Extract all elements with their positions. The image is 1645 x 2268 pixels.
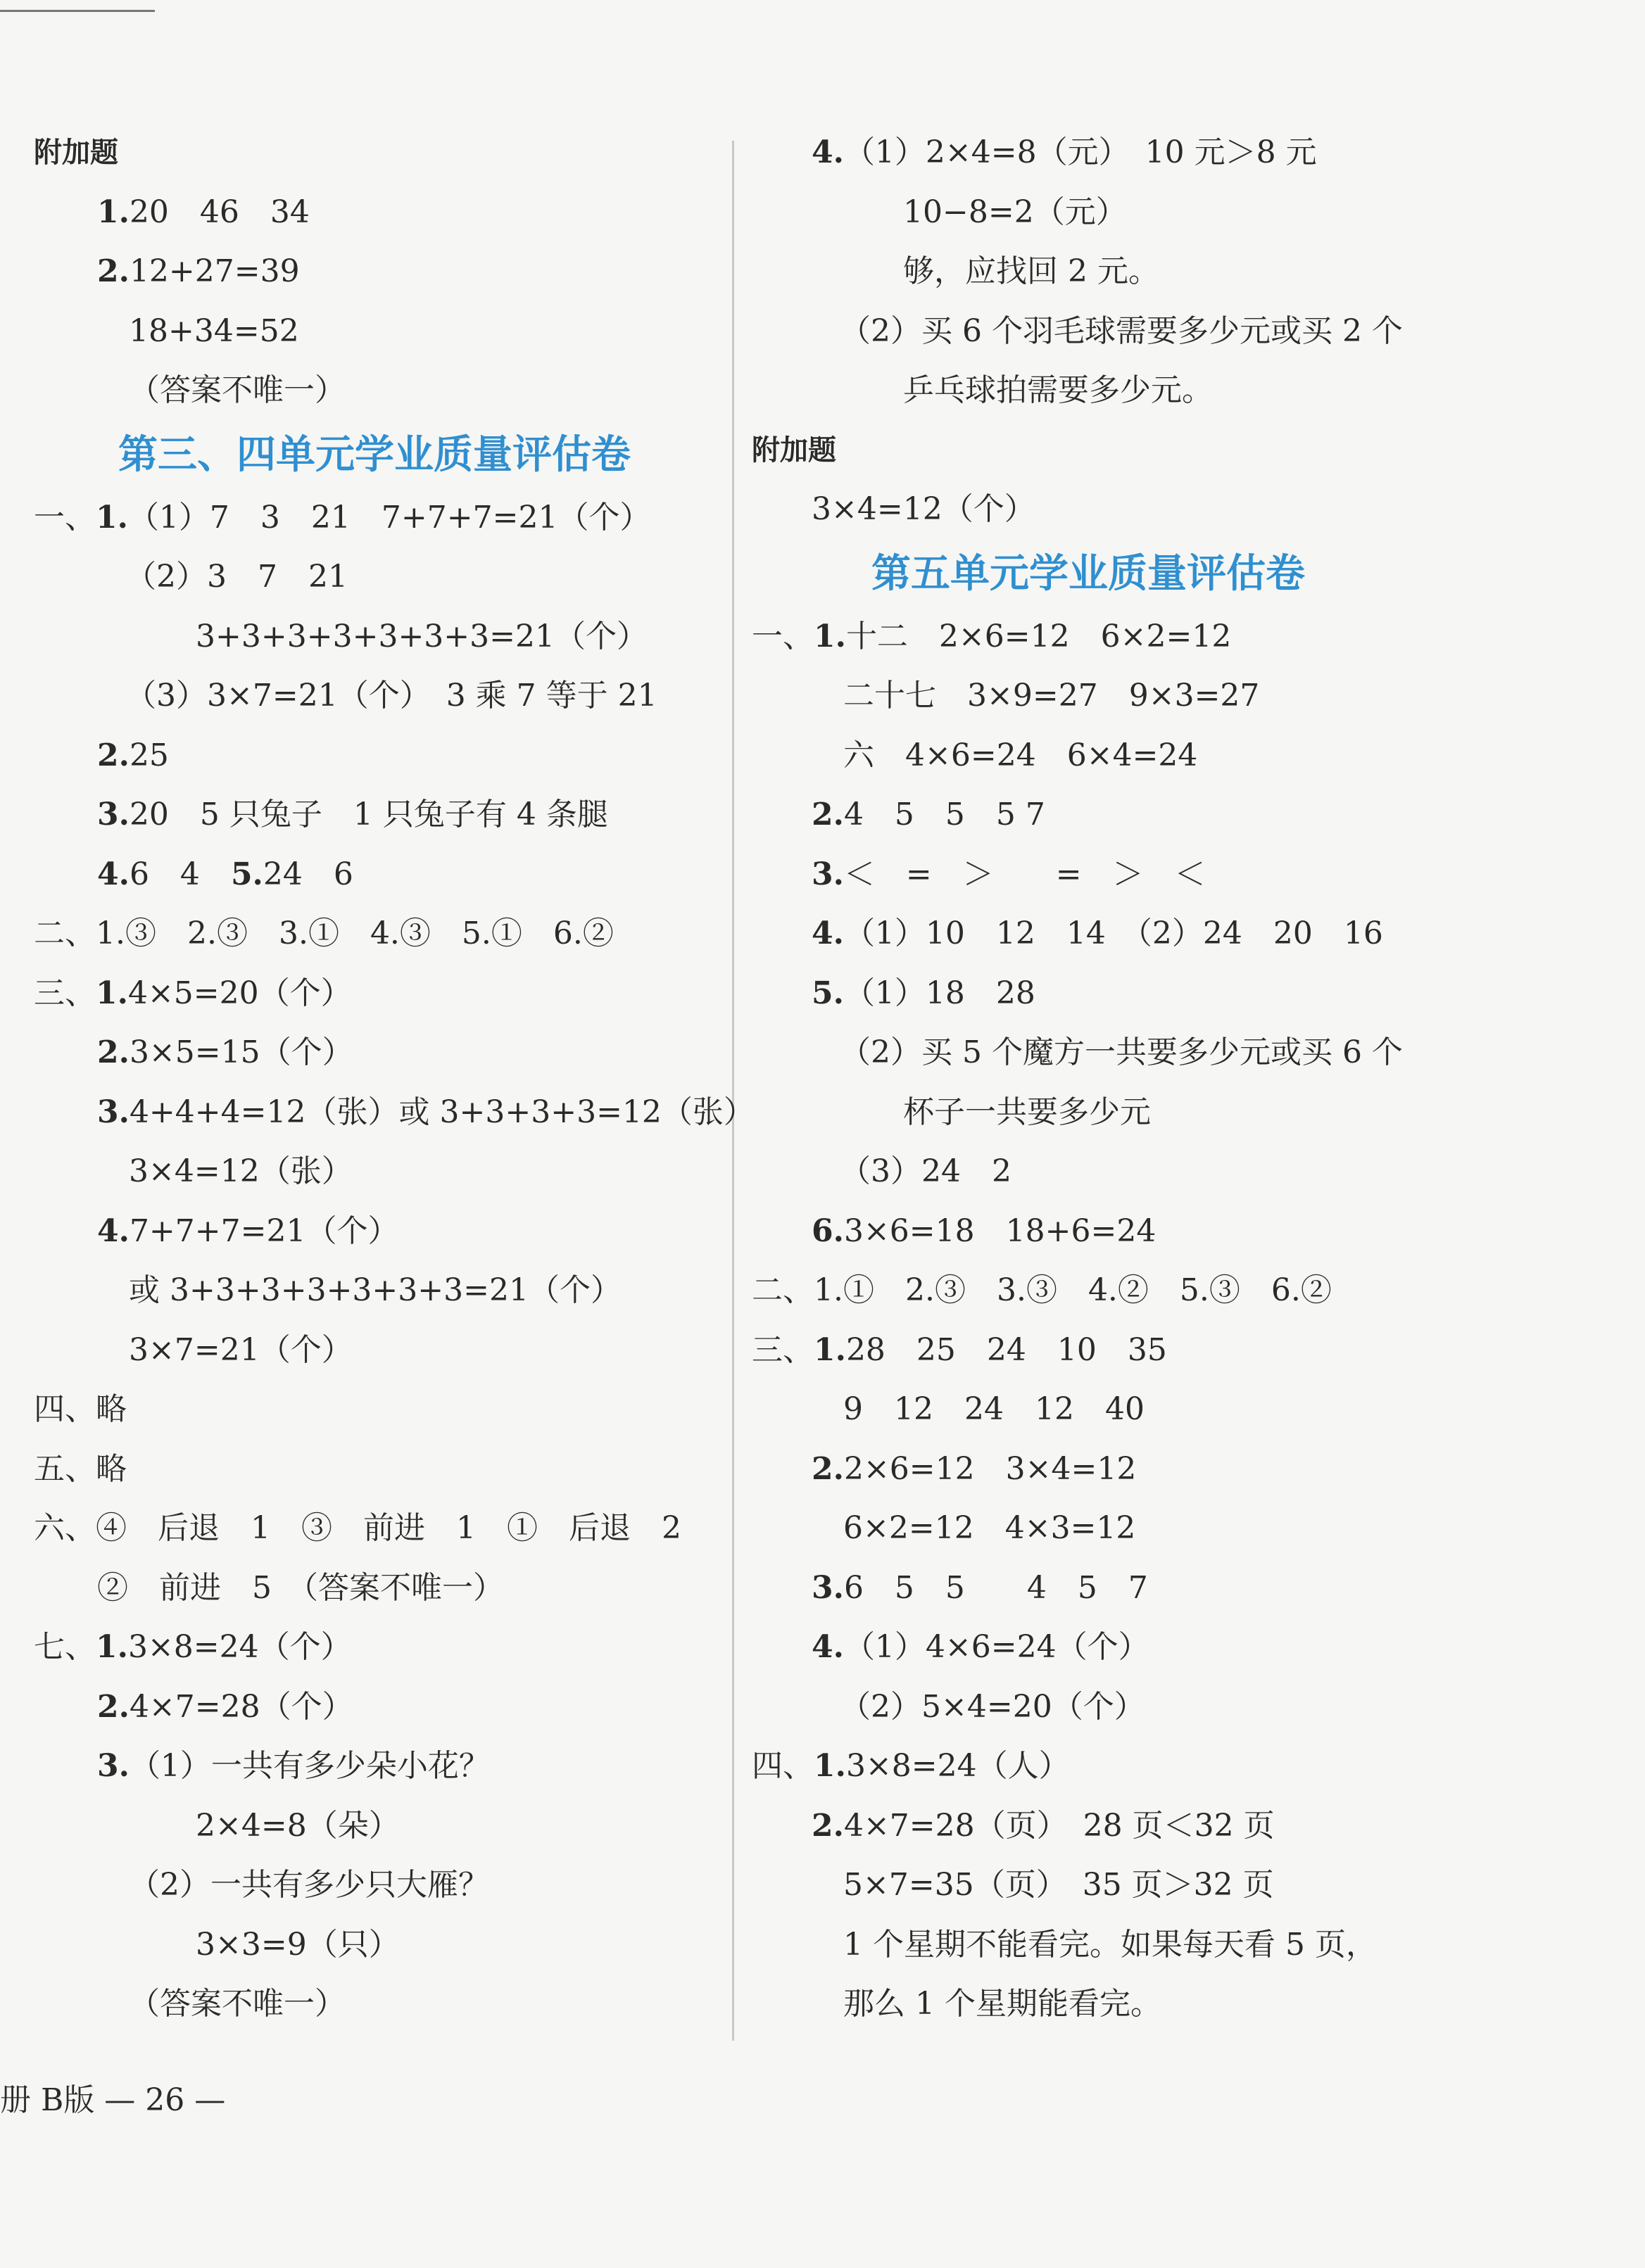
answer-line xyxy=(34,845,724,905)
answer-line xyxy=(34,1321,724,1381)
line-text: （2）5×4=20（个） xyxy=(840,1688,1145,1725)
line-text: （1）2×4=8（元） 10 元＞8 元 xyxy=(843,134,1317,170)
line-text: 五、略 xyxy=(34,1450,127,1487)
question-number: 3. xyxy=(812,1569,844,1606)
line-text: 28 25 24 10 35 xyxy=(845,1331,1167,1368)
line-text: 二十七 3×9=27 9×3=27 xyxy=(843,678,1260,714)
answer-line xyxy=(752,123,1456,183)
question-number: 2. xyxy=(812,1807,844,1844)
question-number: 5. xyxy=(812,975,844,1011)
line-text: 3×7=21（个） xyxy=(129,1331,353,1368)
answer-line xyxy=(752,1737,1456,1797)
question-number: 2. xyxy=(97,1034,130,1070)
question-number: 3. xyxy=(97,1748,130,1784)
answer-line xyxy=(752,1142,1456,1202)
answer-line xyxy=(752,904,1456,964)
line-text: 或 3+3+3+3+3+3+3=21（个） xyxy=(129,1272,622,1308)
line-text: 杯子一共要多少元 xyxy=(903,1094,1151,1130)
question-number: 1. xyxy=(97,194,130,230)
answer-line xyxy=(752,361,1456,421)
question-number: 1. xyxy=(814,1748,846,1784)
line-text: 3×6=18 18+6=24 xyxy=(843,1212,1156,1249)
line-text: 3×4=12（个） xyxy=(812,491,1035,527)
left-column xyxy=(34,123,755,2034)
answer-line xyxy=(34,1023,724,1083)
line-text: （1）7 3 21 7+7+7=21（个） xyxy=(127,499,651,536)
answer-line xyxy=(34,361,724,421)
section-number: 四、 xyxy=(752,1748,814,1784)
line-text: （2）买 6 个羽毛球需要多少元或买 2 个 xyxy=(840,312,1403,349)
line-text: 1 个星期不能看完。如果每天看 5 页， xyxy=(843,1926,1377,1963)
answer-line xyxy=(34,666,724,726)
answer-line xyxy=(34,1915,724,1975)
line-text: 乒乓球拍需要多少元。 xyxy=(903,372,1213,408)
answer-line xyxy=(34,488,724,548)
answer-line xyxy=(752,964,1456,1024)
answer-line xyxy=(34,1499,724,1559)
line-text: 10−8=2（元） xyxy=(903,194,1127,230)
answer-line xyxy=(34,183,724,243)
section-number: 一、 xyxy=(34,499,96,536)
line-text: 9 12 24 12 40 xyxy=(843,1391,1145,1427)
answer-line xyxy=(752,183,1456,243)
line-text: （1）一共有多少朵小花？ xyxy=(129,1748,490,1784)
answer-line xyxy=(752,1321,1456,1381)
answer-line xyxy=(34,1380,724,1440)
line-text: 十二 2×6=12 6×2=12 xyxy=(845,618,1232,654)
answer-line xyxy=(752,726,1456,786)
line-text: 3×4=12（张） xyxy=(129,1153,353,1189)
answer-line xyxy=(752,1083,1456,1143)
answer-line xyxy=(34,1202,724,1262)
question-number: 2. xyxy=(97,737,130,773)
line-text: 4×5=20（个） xyxy=(127,975,352,1011)
question-number: 5. xyxy=(230,856,263,892)
top-rule xyxy=(0,10,155,12)
answer-line xyxy=(752,785,1456,845)
answer-line xyxy=(34,1856,724,1915)
answer-line xyxy=(752,1975,1456,2034)
answer-line xyxy=(34,785,724,845)
answer-line xyxy=(34,1975,724,2034)
line-text: 12+27=39 xyxy=(129,253,300,289)
line-text: ② 前进 5 （答案不唯一） xyxy=(97,1569,504,1606)
question-number: 1. xyxy=(96,975,128,1011)
answer-line xyxy=(752,1915,1456,1975)
line-text: ＜ = ＞ = ＞ ＜ xyxy=(843,856,1206,892)
answer-line xyxy=(752,1380,1456,1440)
line-text: 20 5 只兔子 1 只兔子有 4 条腿 xyxy=(129,797,608,832)
answer-line xyxy=(752,1559,1456,1618)
line-text: 6×2=12 4×3=12 xyxy=(843,1510,1136,1546)
answer-line xyxy=(752,1440,1456,1500)
line-text: 5×7=35（页） 35 页＞32 页 xyxy=(843,1867,1274,1903)
line-text: 第五单元学业质量评估卷 xyxy=(871,550,1305,597)
question-number: 4. xyxy=(97,1212,130,1249)
question-number: 2. xyxy=(97,1688,130,1725)
line-text: 4 5 5 5 7 xyxy=(843,797,1045,832)
answer-line xyxy=(752,1797,1456,1856)
answer-line xyxy=(752,302,1456,362)
answer-line xyxy=(34,1737,724,1797)
question-number: 4. xyxy=(97,856,130,892)
answer-line xyxy=(752,845,1456,905)
line-text: 6 4 xyxy=(129,856,231,892)
section-number: 三、 xyxy=(752,1331,814,1368)
line-text: 4×7=28（个） xyxy=(129,1688,353,1725)
answer-line xyxy=(752,1261,1456,1321)
question-number: 3. xyxy=(97,1094,130,1130)
question-number: 4. xyxy=(812,916,844,951)
answer-line xyxy=(752,1499,1456,1559)
question-number: 1. xyxy=(814,618,846,654)
question-number: 1. xyxy=(96,499,128,536)
line-text: 6 5 5 4 5 7 xyxy=(843,1569,1148,1606)
question-number: 2. xyxy=(812,1450,844,1487)
right-column xyxy=(752,123,1456,2034)
answer-line xyxy=(752,1678,1456,1737)
line-text: 3×3=9（只） xyxy=(196,1926,400,1963)
line-text: 3×8=24（人） xyxy=(845,1748,1070,1784)
line-text: 附加题 xyxy=(34,137,118,169)
answer-line xyxy=(34,1261,724,1321)
question-number: 3. xyxy=(812,856,844,892)
answer-line xyxy=(34,1559,724,1618)
line-text: （1）18 28 xyxy=(843,975,1035,1011)
answer-line xyxy=(34,607,724,667)
line-text: 四、略 xyxy=(34,1391,127,1427)
question-number: 2. xyxy=(812,797,844,832)
question-number: 6. xyxy=(812,1212,844,1249)
line-text: （答案不唯一） xyxy=(129,372,346,408)
line-text: 够，应找回 2 元。 xyxy=(903,253,1159,289)
answer-line xyxy=(752,242,1456,302)
answer-line xyxy=(34,904,724,964)
answer-line xyxy=(34,1440,724,1500)
question-number: 4. xyxy=(812,1629,844,1665)
question-number: 2. xyxy=(97,253,130,289)
answer-line xyxy=(752,1856,1456,1915)
answer-line xyxy=(752,1202,1456,1262)
line-text: （2）一共有多少只大雁？ xyxy=(129,1867,489,1903)
line-text: 二、1.③ 2.③ 3.① 4.③ 5.① 6.② xyxy=(34,916,614,951)
line-text: 7+7+7=21（个） xyxy=(129,1212,399,1249)
line-text: 20 46 34 xyxy=(129,194,310,230)
answer-line xyxy=(34,302,724,362)
line-text: 18+34=52 xyxy=(129,312,299,349)
answer-line xyxy=(34,726,724,786)
line-text: （2）买 5 个魔方一共要多少元或买 6 个 xyxy=(840,1034,1403,1070)
answer-line xyxy=(34,964,724,1024)
line-text: 二、1.① 2.③ 3.③ 4.② 5.③ 6.② xyxy=(752,1272,1332,1308)
question-number: 1. xyxy=(814,1331,846,1368)
line-text: 六、④ 后退 1 ③ 前进 1 ① 后退 2 xyxy=(34,1510,681,1546)
section-number: 一、 xyxy=(752,618,814,654)
line-text: 第三、四单元学业质量评估卷 xyxy=(118,431,631,478)
line-text: （1）10 12 14 （2）24 20 16 xyxy=(843,916,1383,951)
answer-line xyxy=(34,1678,724,1737)
section-number: 七、 xyxy=(34,1629,96,1665)
section-heading xyxy=(34,123,724,183)
answer-line xyxy=(34,1083,755,1143)
page-footer: 册 B版 — 26 — xyxy=(0,2082,226,2118)
section-heading xyxy=(752,421,1456,481)
line-text: 2×6=12 3×4=12 xyxy=(843,1450,1137,1487)
line-text: 24 6 xyxy=(263,856,353,892)
line-text: （3）3×7=21（个） 3 乘 7 等于 21 xyxy=(125,678,657,714)
line-text: 3+3+3+3+3+3+3=21（个） xyxy=(196,618,648,654)
answer-line xyxy=(752,1023,1456,1083)
line-text: 4×7=28（页） 28 页＜32 页 xyxy=(843,1807,1275,1844)
line-text: 六 4×6=24 6×4=24 xyxy=(843,737,1198,773)
line-text: （1）4×6=24（个） xyxy=(843,1629,1149,1665)
section-number: 三、 xyxy=(34,975,96,1011)
line-text: 那么 1 个星期能看完。 xyxy=(843,1986,1161,2022)
line-text: （3）24 2 xyxy=(840,1153,1011,1189)
answer-line xyxy=(752,607,1456,667)
section-title xyxy=(752,540,1456,607)
line-text: 25 xyxy=(129,737,169,773)
answer-line xyxy=(34,242,724,302)
answer-line xyxy=(752,480,1456,540)
line-text: 4+4+4=12（张）或 3+3+3+3=12（张） xyxy=(129,1094,755,1130)
line-text: 2×4=8（朵） xyxy=(196,1807,400,1844)
section-title xyxy=(34,421,724,488)
answer-line xyxy=(752,1618,1456,1678)
question-number: 3. xyxy=(97,797,130,832)
answer-line xyxy=(34,1618,724,1678)
line-text: 附加题 xyxy=(752,433,836,467)
line-text: （2）3 7 21 xyxy=(125,559,348,595)
line-text: （答案不唯一） xyxy=(129,1986,346,2022)
question-number: 1. xyxy=(96,1629,128,1665)
line-text: 3×8=24（个） xyxy=(127,1629,352,1665)
answer-line xyxy=(752,666,1456,726)
answer-line xyxy=(34,1797,724,1856)
answer-line xyxy=(34,547,724,607)
question-number: 4. xyxy=(812,134,844,170)
line-text: 3×5=15（个） xyxy=(129,1034,353,1070)
answer-line xyxy=(34,1142,724,1202)
